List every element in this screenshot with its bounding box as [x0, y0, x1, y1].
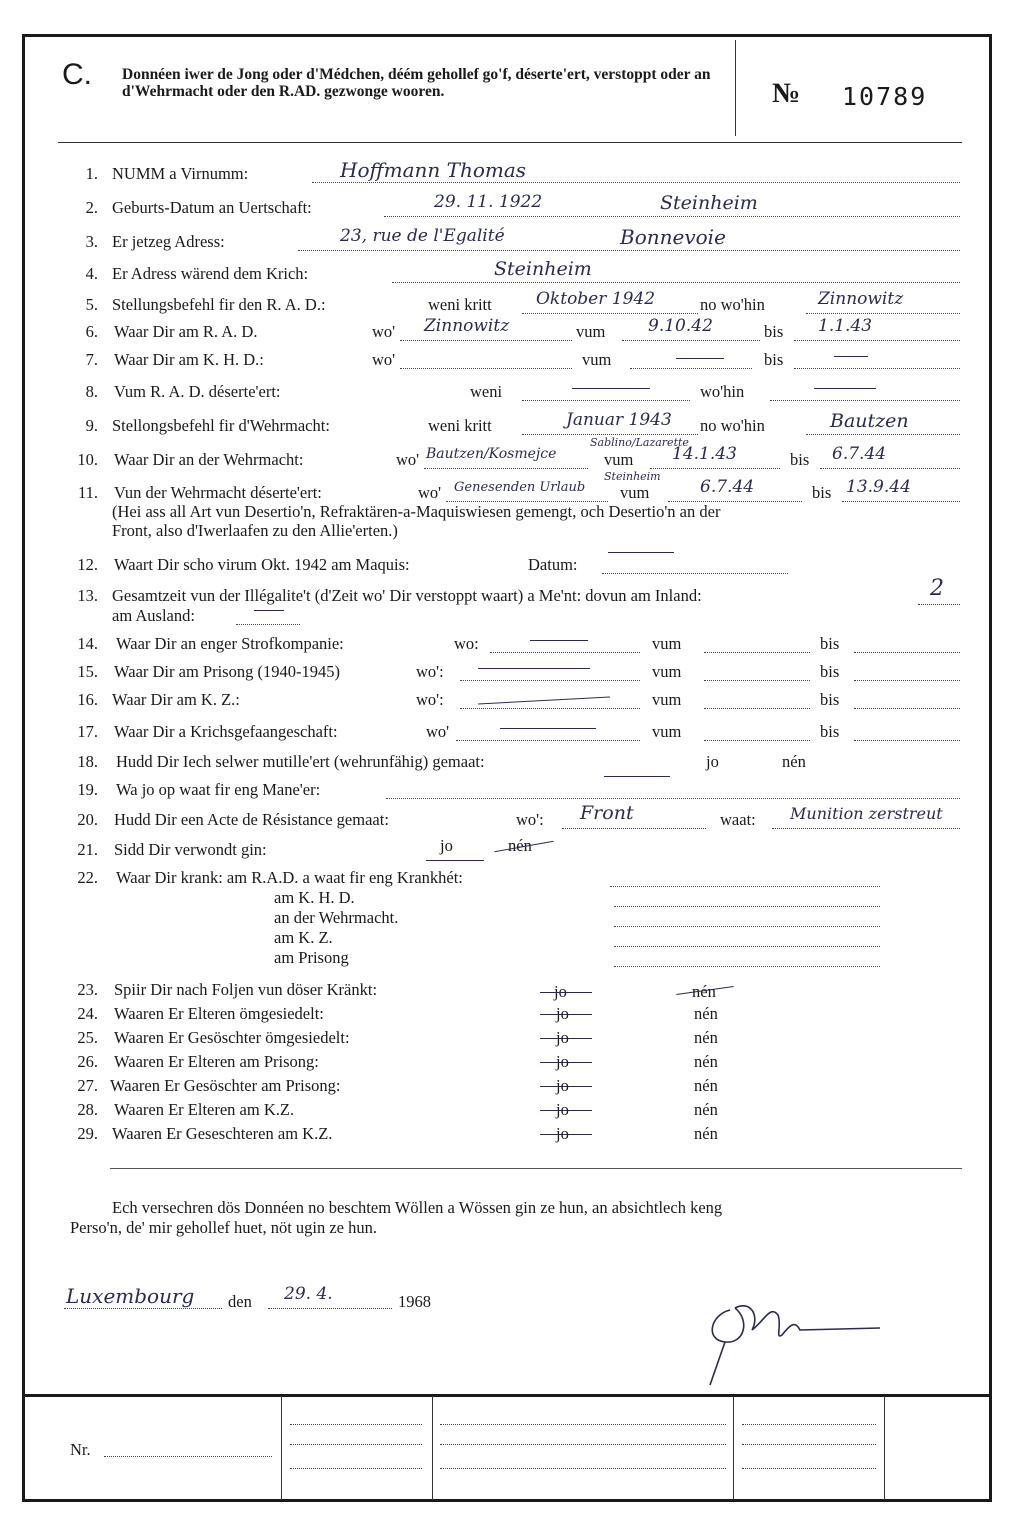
item-number: 16.	[77, 690, 98, 709]
war-address-value: Steinheim	[494, 258, 592, 280]
strafkompanie-to-field[interactable]	[854, 652, 960, 653]
wehrmacht-desert-label: Vun der Wehrmacht déserte'ert:	[114, 483, 322, 502]
inland-value: 2	[930, 576, 944, 601]
strike-mark	[478, 668, 590, 669]
wo-label: wo:	[454, 634, 479, 653]
sick-label: Waar Dir krank: am R.A.D. a waat fir eng Krankhét:	[116, 868, 463, 887]
desert-place2-value: Steinheim	[604, 470, 661, 483]
sign-place-value: Luxembourg	[66, 1284, 195, 1308]
item-number: 4.	[85, 264, 98, 283]
address-field[interactable]	[298, 250, 960, 251]
wehrmacht-order-place-field[interactable]	[806, 434, 960, 435]
resistance-place-field[interactable]	[562, 828, 706, 829]
rad-desert-label: Vum R. A. D. déserte'ert:	[114, 382, 281, 401]
rad-label: Waar Dir am R. A. D.	[114, 322, 258, 341]
consequences-label: Spiir Dir nach Foljen vun döser Kränkt:	[114, 980, 378, 999]
datum-label: Datum:	[528, 555, 578, 574]
nen-option[interactable]: nén	[694, 1052, 718, 1071]
wehrmacht-place-value: Bautzen/Kosmejce	[426, 446, 557, 462]
address-town-value: Bonnevoie	[620, 225, 726, 249]
nen-option[interactable]: nén	[694, 1004, 718, 1023]
wehrmacht-from-field[interactable]	[650, 468, 780, 469]
manner-label: Wa jo op waat fir eng Mane'er:	[116, 780, 321, 799]
wo-label: wo'	[426, 722, 450, 741]
underline-mark	[426, 860, 484, 861]
wounded-label: Sidd Dir verwondt gin:	[114, 840, 267, 859]
khd-to-field[interactable]	[794, 368, 960, 369]
nr-label: Nr.	[70, 1440, 91, 1459]
desertion-note-line2: Front, also d'Iwerlaafen zu den Allie'erten.)	[112, 521, 398, 540]
prisong-to-field[interactable]	[854, 680, 960, 681]
bis-label: bis	[820, 722, 840, 741]
vum-label: vum	[652, 634, 682, 653]
bis-label: bis	[820, 690, 840, 709]
birth-label: Geburts-Datum an Uertschaft:	[112, 198, 312, 217]
footer-col-divider	[733, 1396, 734, 1500]
bis-label: bis	[790, 450, 810, 469]
sick-prisong-field[interactable]	[614, 966, 880, 967]
item-number: 23.	[77, 980, 98, 999]
parents-kz-label: Waaren Er Elteren am K.Z.	[114, 1100, 295, 1119]
item-number: 28.	[77, 1100, 98, 1119]
name-label: NUMM a Virnumm:	[112, 164, 249, 183]
footer-field[interactable]	[742, 1424, 876, 1425]
item-number: 8.	[85, 382, 98, 401]
sign-date-field[interactable]	[268, 1308, 392, 1309]
rad-to-field[interactable]	[794, 340, 960, 341]
jo-option[interactable]: jo	[706, 752, 719, 771]
item-number: 10.	[77, 450, 98, 469]
nen-option[interactable]: nén	[508, 836, 532, 855]
bis-label: bis	[820, 662, 840, 681]
item-number: 6.	[85, 322, 98, 341]
sign-place-field[interactable]	[64, 1308, 222, 1309]
den-label: den	[228, 1292, 252, 1311]
pow-label: Waar Dir a Krichsgefaangeschaft:	[114, 722, 338, 741]
name-value: Hoffmann Thomas	[340, 158, 527, 182]
item-number: 26.	[77, 1052, 98, 1071]
rad-from-field[interactable]	[622, 340, 760, 341]
sick-rad-field[interactable]	[610, 886, 880, 887]
strafkompanie-label: Waar Dir an enger Strofkompanie:	[116, 634, 344, 653]
kz-place-field[interactable]	[460, 708, 640, 709]
strike-mark	[500, 728, 596, 729]
wehrmacht-order-date-value: Januar 1943	[566, 410, 672, 430]
wehrmacht-to-value: 6.7.44	[832, 444, 887, 464]
rad-place-value: Zinnowitz	[424, 316, 510, 336]
wehrmacht-place-field[interactable]	[424, 468, 588, 469]
maquis-date-field[interactable]	[602, 573, 788, 574]
ausland-field[interactable]	[236, 624, 300, 625]
vum-label: vum	[620, 483, 650, 502]
resistance-what-value: Munition zerstreut	[790, 804, 943, 823]
strike-mark	[814, 388, 876, 389]
item-number: 5.	[85, 295, 98, 314]
pow-place-field[interactable]	[456, 740, 640, 741]
parents-prison-label: Waaren Er Elteren am Prisong:	[114, 1052, 319, 1071]
strike-mark	[834, 356, 868, 357]
desert-to-field[interactable]	[842, 501, 960, 502]
siblings-prison-label: Waaren Er Gesöschter am Prisong:	[110, 1076, 341, 1095]
sick-sub-prisong: am Prisong	[274, 948, 349, 967]
sick-kz-field[interactable]	[614, 946, 880, 947]
item-number: 13.	[77, 586, 98, 605]
vum-label: vum	[582, 350, 612, 369]
strike-mark	[676, 358, 724, 359]
desert-to-value: 13.9.44	[846, 477, 911, 497]
wo-label: wo'	[418, 483, 442, 502]
address-label: Er jetzeg Adress:	[112, 232, 225, 251]
strike-mark	[540, 1134, 592, 1135]
prisong-label: Waar Dir am Prisong (1940-1945)	[114, 662, 340, 681]
strafkompanie-from-field[interactable]	[704, 652, 810, 653]
bis-label: bis	[812, 483, 832, 502]
nowohin-label: no wo'hin	[700, 416, 765, 435]
footer-col-divider	[432, 1396, 433, 1500]
wo-label: wo':	[516, 810, 544, 829]
wohin-label: wo'hin	[700, 382, 745, 401]
item-number: 21.	[77, 840, 98, 859]
sick-wehrmacht-field[interactable]	[614, 926, 880, 927]
item-number: 9.	[85, 416, 98, 435]
bis-label: bis	[820, 634, 840, 653]
wo-label: wo':	[416, 690, 444, 709]
maquis-label: Waart Dir scho virum Okt. 1942 am Maquis:	[114, 555, 410, 574]
item-number: 2.	[85, 198, 98, 217]
khd-place-field[interactable]	[400, 368, 572, 369]
nen-option[interactable]: nén	[782, 752, 806, 771]
sick-khd-field[interactable]	[614, 906, 880, 907]
rad-order-date-field[interactable]	[522, 313, 698, 314]
item-number: 15.	[77, 662, 98, 681]
wehrmacht-label: Waar Dir an der Wehrmacht:	[114, 450, 304, 469]
pow-from-field[interactable]	[704, 740, 810, 741]
footer-field[interactable]	[742, 1468, 876, 1469]
wo-label: wo':	[416, 662, 444, 681]
item-number: 1.	[85, 164, 98, 183]
inland-field[interactable]	[918, 604, 960, 605]
bis-label: bis	[764, 322, 784, 341]
strike-mark	[254, 610, 284, 611]
wo-label: wo'	[372, 350, 396, 369]
rad-order-place-field[interactable]	[806, 313, 960, 314]
ausland-label: am Ausland:	[112, 606, 195, 625]
footer-field[interactable]	[440, 1468, 726, 1469]
item-number: 7.	[85, 350, 98, 369]
strike-mark	[540, 1062, 592, 1063]
rad-order-label: Stellungsbefehl fir den R. A. D.:	[112, 295, 326, 314]
illegality-label: Gesamtzeit vun der Illégalite't (d'Zeit wo' Dir verstoppt waart) a Me'nt: dovun am Inland:	[112, 586, 702, 605]
strike-mark	[530, 640, 588, 641]
wehrmacht-to-field[interactable]	[820, 468, 960, 469]
item-number: 12.	[77, 555, 98, 574]
strike-mark	[540, 1110, 592, 1111]
khd-from-field[interactable]	[630, 368, 752, 369]
section-rule	[110, 1168, 962, 1169]
sick-sub-kz: am K. Z.	[274, 928, 333, 947]
jo-option[interactable]: jo	[556, 1076, 569, 1095]
wo-label: wo'	[372, 322, 396, 341]
sick-sub-wehrmacht: an der Wehrmacht.	[274, 908, 399, 927]
jo-option[interactable]: jo	[554, 982, 567, 1001]
nr-field[interactable]	[104, 1456, 272, 1457]
rad-from-value: 9.10.42	[648, 316, 713, 336]
strike-mark	[604, 776, 670, 777]
declaration-line1: Ech versechren dös Donnéen no beschtem Wöllen a Wössen gin ze hun, an absichtlech keng	[112, 1198, 723, 1217]
prisong-place-field[interactable]	[460, 680, 640, 681]
nen-option[interactable]: nén	[694, 1124, 718, 1143]
nen-option[interactable]: nén	[694, 1076, 718, 1095]
strike-mark	[540, 992, 592, 993]
nen-option[interactable]: nén	[694, 1028, 718, 1047]
weni-label: weni kritt	[428, 295, 492, 314]
waat-label: waat:	[720, 810, 756, 829]
footer-field[interactable]	[440, 1424, 726, 1425]
vum-label: vum	[652, 690, 682, 709]
desert-from-value: 6.7.44	[700, 477, 755, 497]
item-number: 19.	[77, 780, 98, 799]
siblings-kz-label: Waaren Er Geseschteren am K.Z.	[112, 1124, 333, 1143]
name-field[interactable]	[312, 182, 960, 183]
parents-resettled-label: Waaren Er Elteren ömgesiedelt:	[114, 1004, 324, 1023]
war-address-label: Er Adress wärend dem Krich:	[112, 264, 309, 283]
item-number: 3.	[85, 232, 98, 251]
nen-option[interactable]: nén	[694, 1100, 718, 1119]
resistance-place-value: Front	[580, 802, 634, 824]
header-divider	[735, 40, 736, 136]
sign-date-value: 29. 4.	[284, 1284, 333, 1304]
footer-col-divider	[884, 1396, 885, 1500]
form-number: 10789	[842, 82, 928, 111]
strafkompanie-place-field[interactable]	[490, 652, 640, 653]
resistance-label: Hudd Dir een Acte de Résistance gemaat:	[114, 810, 389, 829]
rad-order-place-value: Zinnowitz	[818, 289, 904, 309]
item-number: 27.	[77, 1076, 98, 1095]
rad-place-field[interactable]	[400, 340, 572, 341]
wehrmacht-order-place-value: Bautzen	[830, 410, 909, 432]
footer-field[interactable]	[742, 1444, 876, 1445]
rad-desert-date-field[interactable]	[522, 400, 690, 401]
mutilate-label: Hudd Dir Iech selwer mutille'ert (wehrunfähig) gemaat:	[116, 752, 485, 771]
rad-order-date-value: Oktober 1942	[536, 289, 656, 309]
footer-field[interactable]	[290, 1444, 422, 1445]
manner-field[interactable]	[386, 798, 960, 799]
birth-date-value: 29. 11. 1922	[434, 192, 543, 212]
vum-label: vum	[604, 450, 634, 469]
kz-from-field[interactable]	[704, 708, 810, 709]
khd-label: Waar Dir am K. H. D.:	[114, 350, 264, 369]
strike-mark	[540, 1014, 592, 1015]
item-number: 11.	[77, 483, 98, 502]
strike-mark	[540, 1038, 592, 1039]
item-number: 22.	[77, 868, 98, 887]
desertion-note-line1: (Hei ass all Art vun Desertio'n, Refraktären-a-Maquiswiesen gemengt, och Desertio'n an der	[112, 502, 721, 521]
footer-col-divider	[281, 1396, 282, 1500]
kz-label: Waar Dir am K. Z.:	[112, 690, 240, 709]
sign-year: 1968	[398, 1292, 431, 1311]
item-number: 25.	[77, 1028, 98, 1047]
jo-option[interactable]: jo	[556, 1028, 569, 1047]
war-address-field[interactable]	[392, 282, 960, 283]
prisong-from-field[interactable]	[704, 680, 810, 681]
weni-label: weni kritt	[428, 416, 492, 435]
wehrmacht-order-date-field[interactable]	[522, 434, 698, 435]
declaration-line2: Perso'n, de' mir gehollef huet, nöt ugin ze hun.	[70, 1218, 378, 1237]
strike-mark	[572, 388, 650, 389]
footer-field[interactable]	[290, 1424, 422, 1425]
resistance-what-field[interactable]	[772, 828, 960, 829]
address-street-value: 23, rue de l'Egalité	[340, 226, 505, 246]
footer-field[interactable]	[440, 1444, 726, 1445]
wehrmacht-place2-value: Sablino/Lazarette	[590, 436, 689, 449]
desert-place-value: Genesenden Urlaub	[454, 480, 586, 495]
bis-label: bis	[764, 350, 784, 369]
siblings-resettled-label: Waaren Er Gesöschter ömgesiedelt:	[114, 1028, 350, 1047]
wehrmacht-order-label: Stellongsbefehl fir d'Wehrmacht:	[112, 416, 330, 435]
vum-label: vum	[652, 662, 682, 681]
jo-option[interactable]: jo	[440, 836, 453, 855]
kz-to-field[interactable]	[854, 708, 960, 709]
jo-option[interactable]: jo	[556, 1100, 569, 1119]
rad-desert-place-field[interactable]	[770, 400, 960, 401]
sick-sub-khd: am K. H. D.	[274, 888, 355, 907]
pow-to-field[interactable]	[854, 740, 960, 741]
item-number: 17.	[77, 722, 98, 741]
item-number: 20.	[77, 810, 98, 829]
rad-to-value: 1.1.43	[818, 316, 873, 336]
strike-mark	[540, 1086, 592, 1087]
item-number: 24.	[77, 1004, 98, 1023]
item-number: 18.	[77, 752, 98, 771]
birth-field[interactable]	[384, 216, 960, 217]
number-sign: №	[772, 78, 801, 109]
birth-place-value: Steinheim	[660, 192, 758, 214]
wehrmacht-from-value: 14.1.43	[672, 444, 737, 464]
header-text: Donnéen iwer de Jong oder d'Médchen, déém gehollef go'f, déserte'ert, verstoppt oder an d'Wehrmacht oder den R.AD. gezwonge wooren.	[122, 66, 711, 100]
item-number: 29.	[77, 1124, 98, 1143]
jo-option[interactable]: jo	[556, 1004, 569, 1023]
footer-field[interactable]	[290, 1468, 422, 1469]
vum-label: vum	[576, 322, 606, 341]
wo-label: wo'	[396, 450, 420, 469]
item-number: 14.	[77, 634, 98, 653]
weni-label: weni	[470, 382, 503, 401]
header-rule	[58, 142, 962, 143]
jo-option[interactable]: jo	[556, 1052, 569, 1071]
signature	[690, 1280, 890, 1390]
vum-label: vum	[652, 722, 682, 741]
strike-mark	[608, 552, 674, 553]
nen-option[interactable]: nén	[692, 982, 716, 1001]
section-letter: C.	[62, 58, 92, 91]
jo-option[interactable]: jo	[556, 1124, 569, 1143]
footer-rule	[24, 1394, 990, 1397]
nowohin-label: no wo'hin	[700, 295, 765, 314]
